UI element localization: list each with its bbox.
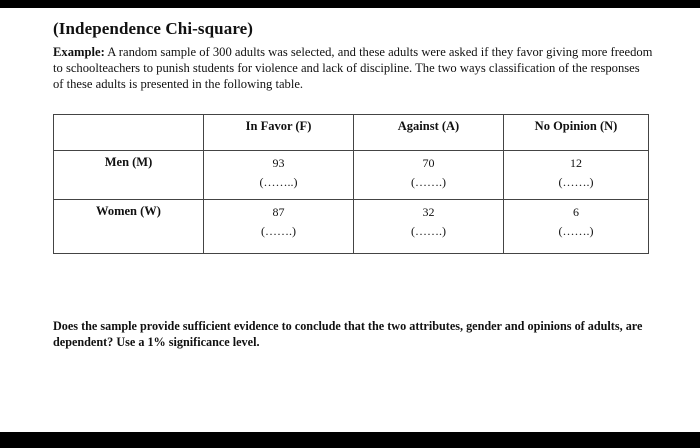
contingency-table [53,114,649,254]
expected-placeholder: (…….) [261,224,296,238]
example-paragraph [53,44,653,92]
row-label-women: Women (W) [54,200,204,254]
observed-value: 70 [422,156,435,170]
header-in-favor: In Favor (F) [204,115,354,151]
expected-placeholder: (……..) [259,175,298,189]
expected-placeholder: (…….) [411,175,446,189]
row-label-men: Men (M) [54,151,204,200]
table-header-row [54,115,649,151]
cell-women-against [354,200,504,254]
page-title: (Independence Chi-square) [53,19,254,38]
example-text: A random sample of 300 adults was selected, and these adults were asked if they favor giving more freedom to schoolteachers to punish students for violence and lack of discipline. The two ways classification of the responses of these adults is presented in the following table. [53,45,653,91]
observed-value: 6 [573,205,579,219]
table-row-women [54,200,649,254]
observed-value: 32 [422,205,435,219]
top-frame-bar [0,0,700,8]
cell-women-no-opinion [504,200,649,254]
header-empty [54,115,204,151]
expected-placeholder: (…….) [558,224,594,238]
question-text: Does the sample provide sufficient evidence to conclude that the two attributes, gender and opinions of adults, are dependent? Use a 1% significance level. [53,319,643,349]
observed-value: 93 [272,156,285,170]
bottom-frame-bar [0,432,700,448]
cell-women-in-favor [204,200,354,254]
expected-placeholder: (…….) [558,175,594,189]
cell-men-no-opinion [504,151,649,200]
table-row-men [54,151,649,200]
example-label: Example: [53,45,105,59]
header-against: Against (A) [354,115,504,151]
cell-men-against [354,151,504,200]
header-no-opinion: No Opinion (N) [504,115,649,151]
cell-men-in-favor [204,151,354,200]
observed-value: 87 [272,205,285,219]
expected-placeholder: (…….) [411,224,446,238]
observed-value: 12 [570,156,582,170]
